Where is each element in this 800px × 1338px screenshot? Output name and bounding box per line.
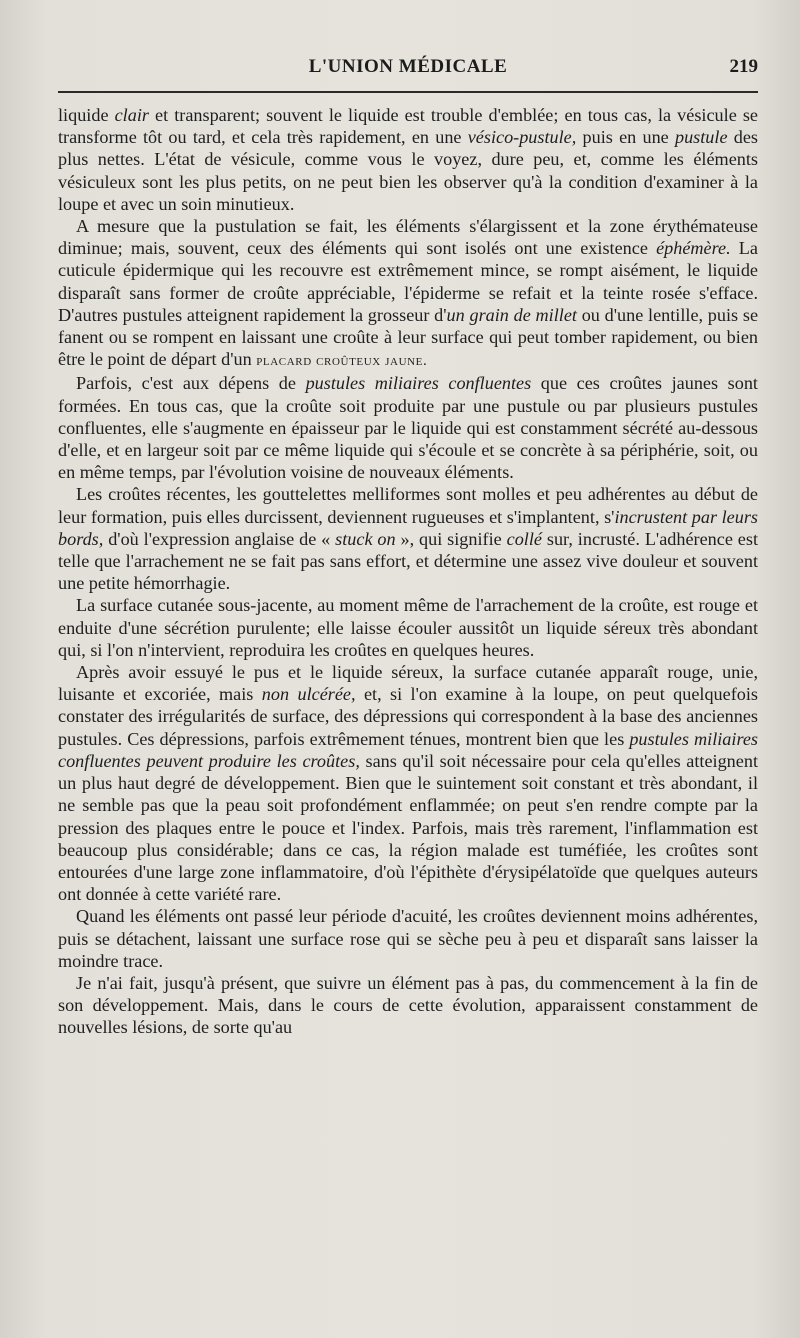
- text-run: Parfois, c'est aux dépens de: [76, 373, 306, 394]
- italic-text: un grain de millet: [446, 304, 577, 325]
- page-number: 219: [729, 56, 758, 77]
- paragraph: [58, 372, 758, 483]
- italic-text: vésico-pustule,: [467, 127, 577, 148]
- paragraph: [58, 594, 758, 661]
- text-run: d'où l'expression anglaise de «: [103, 528, 336, 549]
- text-run: puis en une: [576, 127, 675, 148]
- italic-text: pustule: [674, 127, 728, 148]
- text-run: et transparent; souvent le liquide est trouble d'emblée; en tous cas, la vésicule se transforme tôt ou tard, et cela très rapidement, en une: [58, 105, 758, 148]
- running-title: L'UNION MÉDICALE: [308, 56, 508, 77]
- text-run: Les croûtes récentes, les gouttelettes melliformes sont molles et peu adhérentes au début de leur formation, puis elles durcissent, deviennent rugueuses et s'implantent, s': [58, 484, 758, 527]
- italic-text: incrustent par leurs bords,: [58, 506, 758, 549]
- italic-text: non ulcérée,: [261, 684, 356, 705]
- text-run: des plus nettes. L'état de vésicule, comme vous le voyez, dure peu, et, comme les éléments vésiculeux sont les plus petits, on ne peut bien les observer qu'à la condition d'examiner à la loupe et avec un soin minutieux.: [58, 127, 759, 214]
- paragraph: [58, 483, 758, 594]
- text-run: et, si l'on examine à la loupe, on peut quelquefois constater des irrégularités de surface, des dépressions qui correspondent à la base des anciennes pustules. Ces dépressions, parfois extrêmement ténues, montrent bien que les: [58, 684, 758, 749]
- paragraph: [58, 104, 758, 215]
- text-run: Quand les éléments ont passé leur période d'acuité, les croûtes deviennent moins adhérentes, puis se détachent, laissant une surface rose qui se sèche peu à peu et disparaît sans laisser la moindre trace.: [58, 906, 758, 971]
- text-run: Je n'ai fait, jusqu'à présent, que suivre un élément pas à pas, du commencement à la fin de son développement. Mais, dans le cours de cette évolution, apparaissent constamment de nouvelles lésions, de sorte qu'au: [58, 972, 758, 1038]
- text-run: La cuticule épidermique qui les recouvre est extrêmement mince, se rompt aisément, le liquide disparaît sans former de croûte appréciable, l'épiderme se refait et la teinte rosée s'efface. D'autres pustules atteignent rapidement la grosseur d': [58, 238, 758, 325]
- text-run: Après avoir essuyé le pus et le liquide séreux, la surface cutanée apparaît rouge, unie, luisante et excoriée, mais: [58, 662, 758, 705]
- text-run: », qui signifie: [395, 528, 507, 549]
- italic-text: collé: [506, 528, 542, 549]
- text-run: que ces croûtes jaunes sont formées. En tous cas, que la croûte soit produite par une pustule ou par plusieurs pustules confluentes, elle s'augmente en épaisseur par le liquide qui est constamment sécrété au-dessous d'elle, et en largeur soit par ce même liquide qui s'écoule et se concrète à sa périphérie, soit, ou en même temps, par l'évolution voisine de nouveaux éléments.: [58, 373, 758, 483]
- small-caps-text: placard croûteux jaune.: [256, 353, 428, 370]
- italic-text: clair: [114, 105, 149, 125]
- italic-text: éphémère.: [656, 238, 731, 259]
- text-run: A mesure que la pustulation se fait, les éléments s'élargissent et la zone érythémateuse diminue; mais, souvent, ceux des éléments qui sont isolés ont une existence: [58, 216, 758, 259]
- italic-text: stuck on: [335, 528, 396, 549]
- page-header: [58, 56, 758, 86]
- paragraph: [58, 661, 758, 905]
- text-run: sans qu'il soit nécessaire pour cela qu'elles atteignent un plus haut degré de développement. Bien que le suintement soit constant et très abondant, il ne semble pas que la peau soit profondément enflammée; on peut s'en rendre compte par la pression des plaques entre le pouce et l'index. Parfois, mais très rarement, l'inflammation est beaucoup plus considérable; dans ce cas, la région malade est tuméfiée, les croûtes sont entourées d'une large zone inflammatoire, d'où l'épithète d'érysipélatoïde que quelques auteurs ont donnée à cette variété rare.: [58, 750, 758, 905]
- text-run: ou d'une lentille, puis se fanent ou se rompent en laissant une croûte à leur surface qui peut tomber rapidement, ou bien être le point de départ d'un: [58, 304, 759, 370]
- italic-text: pustules miliaires confluentes peuvent produire les croûtes,: [58, 728, 758, 771]
- paragraph: [58, 905, 758, 972]
- paragraph: [58, 215, 758, 372]
- text-run: La surface cutanée sous-jacente, au moment même de l'arrachement de la croûte, est rouge et enduite d'une sécrétion purulente; elle laisse écouler aussitôt un liquide séreux très abondant qui, si l'on n'intervient, reproduira les croûtes en quelques heures.: [58, 595, 758, 660]
- header-rule: [58, 91, 758, 93]
- body-text: [58, 104, 758, 1039]
- italic-text: pustules miliaires confluentes: [305, 373, 532, 394]
- text-run: liquide: [58, 105, 115, 125]
- text-run: sur, incrusté. L'adhérence est telle que l'arrachement ne se fait pas sans effort, et détermine une assez vive douleur et souvent une petite hémorrhagie.: [58, 528, 758, 594]
- paragraph: [58, 972, 758, 1039]
